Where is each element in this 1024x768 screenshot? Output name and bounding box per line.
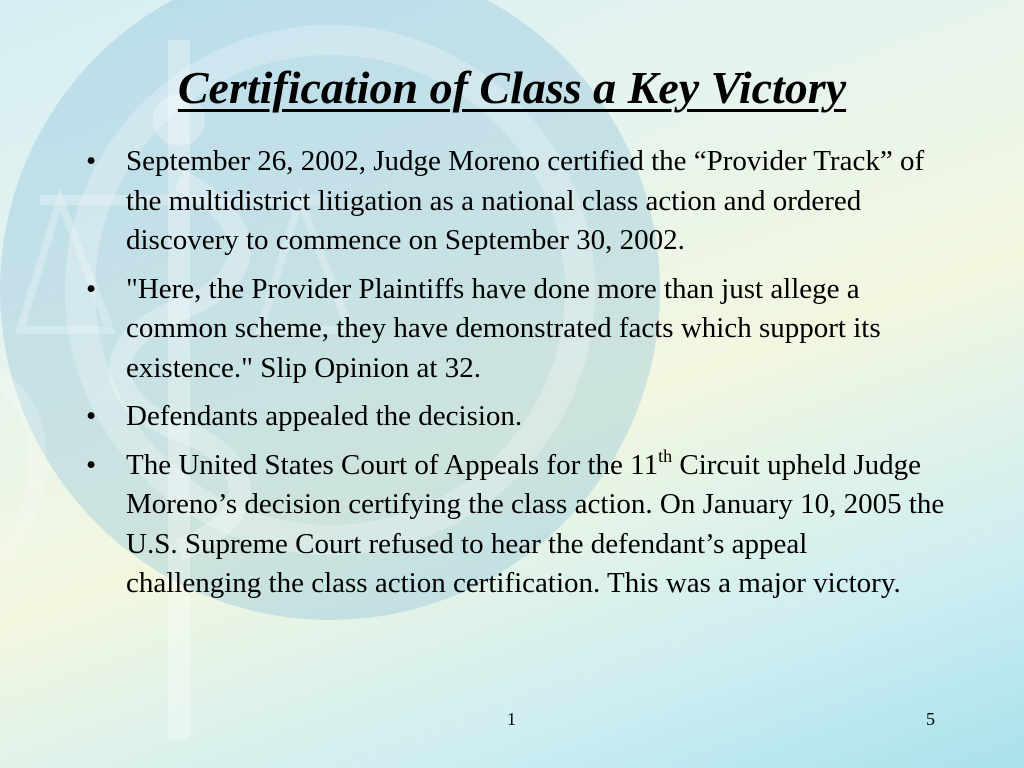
bullet-list: [86, 142, 946, 613]
bullet-dot: •: [86, 400, 97, 432]
bullet-dot: •: [86, 448, 97, 481]
slide-title: Certification of Class a Key Victory: [177, 62, 847, 113]
bullet-text-after-superscript: Circuit upheld Judge Moreno’s decision certifying the class action. On January 10, 2005 the U.S. Supreme Court refused to hear the defendant’s appeal challenging the class action certification. This was a major victory.: [126, 448, 945, 599]
bullet-text: September 26, 2002, Judge Moreno certified the “Provider Track” of the multidistrict litigation as a national class action and ordered discovery to commence on September 30, 2002.: [126, 145, 925, 256]
bullet-item: [86, 142, 946, 261]
bullet-text: Defendants appealed the decision.: [126, 400, 523, 432]
bullet-text: "Here, the Provider Plaintiffs have done more than just allege a common scheme, they have demonstrated facts which support its existence." Slip Opinion at 32.: [126, 272, 881, 384]
bullet-dot: •: [86, 272, 97, 305]
bullet-item: [86, 446, 946, 604]
bullet-dot: •: [86, 145, 97, 177]
footer-page-marker: 1: [507, 709, 516, 729]
bullet-item: [86, 270, 946, 389]
bullet-item: [86, 397, 946, 437]
slide-number: 5: [926, 709, 935, 729]
bullet-text-before-superscript: The United States Court of Appeals for the 11: [126, 448, 659, 481]
ordinal-superscript: th: [658, 445, 673, 466]
